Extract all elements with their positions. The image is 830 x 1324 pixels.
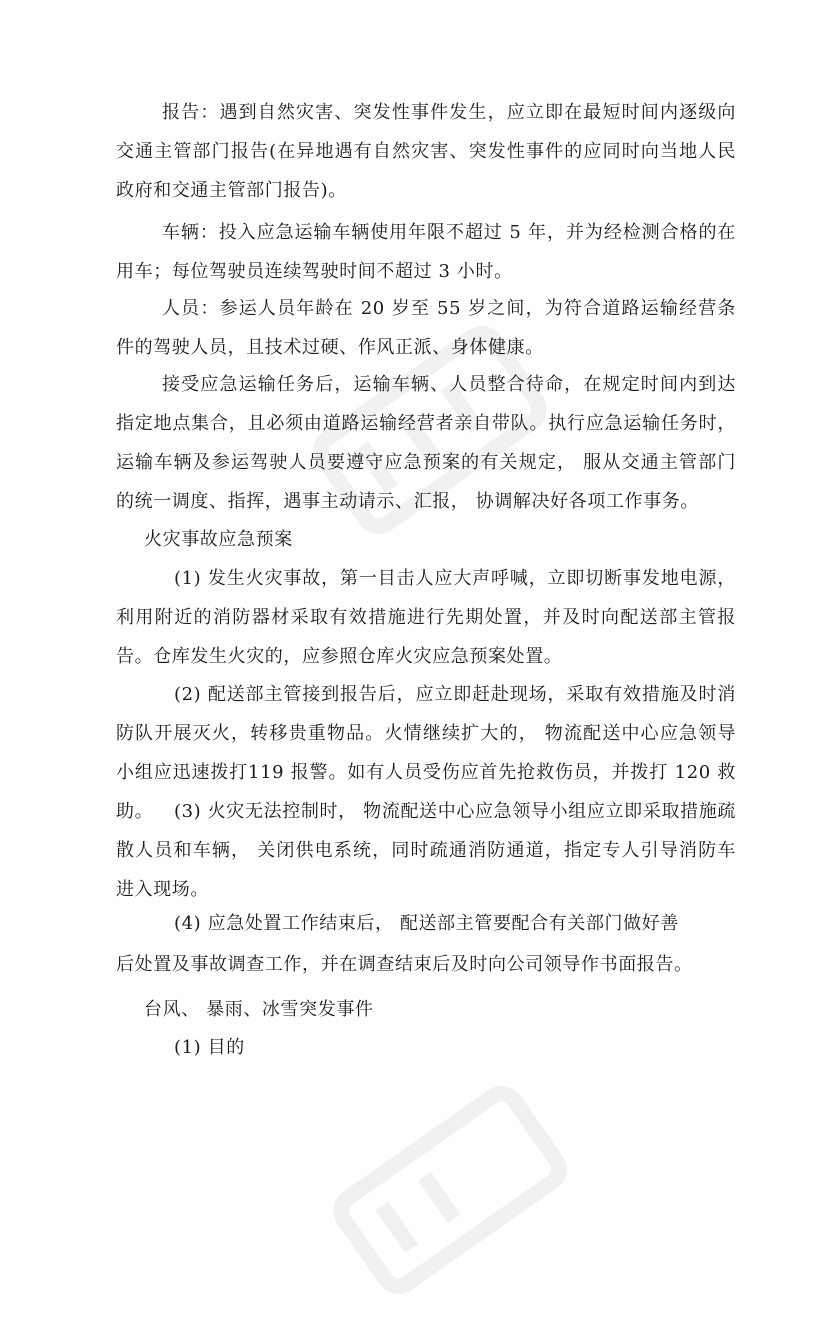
paragraph-report: 报告：遇到自然灾害、突发性事件发生，应立即在最短时间内逐级向交通主管部门报告(在异地遇有自然灾害、突发性事件的应同时向当地人民政府和交通主管部门报告)。 bbox=[116, 102, 736, 201]
fire-item-3: (3) 火灾无法控制时， 物流配送中心应急领导小组应立即采取措施疏散人员和车辆， 关闭供电系统，同时疏通消防通道，指定专人引导消防车进入现场。 bbox=[116, 801, 736, 900]
fire-section-title: 火灾事故应急预案 bbox=[144, 529, 293, 550]
fire-item-1: (1) 发生火灾事故，第一目击人应大声呼喊，立即切断事发地电源，利用附近的消防器材采取有效措施进行先期处置，并及时向配送部主管报告。仓库发生火灾的，应参照仓库火灾应急预案处置。 bbox=[116, 568, 736, 667]
paragraph-vehicles: 车辆：投入应急运输车辆使用年限不超过 5 年，并为经检测合格的在用车；每位驾驶员连续驾驶时间不超过 3 小时。 bbox=[116, 222, 736, 282]
fire-item-4-continuation: 后处置及事故调查工作，并在调查结束后及时向公司领导作书面报告。 bbox=[116, 954, 693, 975]
watermark-icon bbox=[320, 1060, 580, 1320]
storm-section-title: 台风、 暴雨、冰雪突发事件 bbox=[144, 999, 374, 1020]
fire-item-2: (2) 配送部主管接到报告后，应立即赶赴现场，采取有效措施及时消防队开展灭火，转移贵重物品。火情继续扩大的， 物流配送中心应急领导小组应迅速拨打119 报警。如有人员受伤应首先抢救伤员，并拨打 120 救助。 bbox=[116, 684, 736, 822]
storm-item-1: (1) 目的 bbox=[174, 1037, 245, 1058]
paragraph-task: 接受应急运输任务后，运输车辆、人员整合待命，在规定时间内到达指定地点集合，且必须由道路运输经营者亲自带队。执行应急运输任务时，运输车辆及参运驾驶人员要遵守应急预案的有关规定， 服从交通主管部门的统一调度、指挥，遇事主动请示、汇报， 协调解决好各项工作事务。 bbox=[116, 374, 736, 512]
paragraph-personnel: 人员：参运人员年龄在 20 岁至 55 岁之间，为符合道路运输经营条件的驾驶人员，且技术过硬、作风正派、身体健康。 bbox=[116, 298, 736, 358]
fire-item-4: (4) 应急处置工作结束后， 配送部主管要配合有关部门做好善 bbox=[174, 913, 679, 934]
